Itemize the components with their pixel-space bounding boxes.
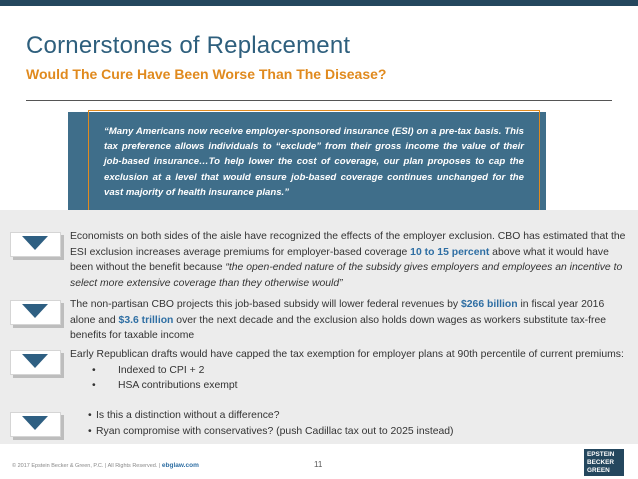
bullet-marker-3 (10, 350, 64, 378)
copyright-text: © 2017 Epstein Becker & Green, P.C. | All Rights Reserved. | (12, 463, 161, 469)
sub-bullet: • Is this a distinction without a difference? (88, 410, 280, 421)
cbo-quote: “the open-ended nature of the subsidy gives employers and employees an incentive to select more extensive coverage than they otherwise would” (70, 262, 623, 289)
page-number: 11 (314, 460, 323, 469)
down-triangle-icon (22, 354, 48, 368)
footer-copyright (12, 462, 199, 469)
bullet-1-text (70, 229, 626, 291)
top-accent-bar (0, 0, 638, 6)
sub-bullet: • Ryan compromise with conservatives? (push Cadillac tax out to 2025 instead) (88, 425, 454, 437)
bullet-3-text (70, 347, 626, 394)
bullet-1-part: above what it would have been without the benefit because (70, 246, 609, 273)
bullet-4-text (70, 408, 626, 439)
company-logo: EPSTEIN BECKER GREEN (584, 449, 624, 476)
quote-text: “Many Americans now receive employer-sponsored insurance (ESI) on a pre-tax basis. This tax preference allows individuals to “exclude” from their gross income the value of their job-based insurance…To help lower the cost of coverage, our plan proposes to cap the exclusion at a level that would ensure job-based coverage continues unchanged for the vast majority of health insurance plans.” (104, 126, 524, 198)
highlight-premium-increase: 10 to 15 percent (410, 246, 490, 258)
bullet-marker-4 (10, 412, 64, 440)
highlight-revenue-decade: $3.6 trillion (118, 314, 174, 326)
down-triangle-icon (22, 416, 48, 430)
bullet-2-text (70, 297, 626, 344)
bullet-1-part: Economists on both sides of the aisle have recognized the effects of the employer exclusion. CBO has estimated that the ESI exclusion increases average premiums for employer-based coverage (70, 231, 626, 258)
down-triangle-icon (22, 304, 48, 318)
page-subtitle: Would The Cure Have Been Worse Than The Disease? (26, 66, 387, 82)
down-triangle-icon (22, 236, 48, 250)
bullet-marker-2 (10, 300, 64, 328)
bullet-2-part: in fiscal year 2016 alone and (70, 299, 605, 326)
bullet-2-part: The non-partisan CBO projects this job-based subsidy will lower federal revenues by (70, 299, 461, 310)
sub-bullet: • HSA contributions exempt (92, 380, 238, 391)
bullet-3-intro: Early Republican drafts would have capped the tax exemption for employer plans at 90th percentile of current premiums: (70, 349, 624, 360)
bullet-2-part: over the next decade and the exclusion also holds down wages as workers substitute tax-free benefits for taxable income (70, 314, 607, 341)
website-link[interactable]: ebglaw.com (161, 462, 199, 469)
page-title: Cornerstones of Replacement (26, 32, 351, 59)
highlight-revenue-2016: $266 billion (461, 299, 518, 310)
title-divider (26, 100, 612, 101)
bullet-marker-1 (10, 232, 64, 260)
sub-bullet: • Indexed to CPI + 2 (92, 364, 205, 376)
